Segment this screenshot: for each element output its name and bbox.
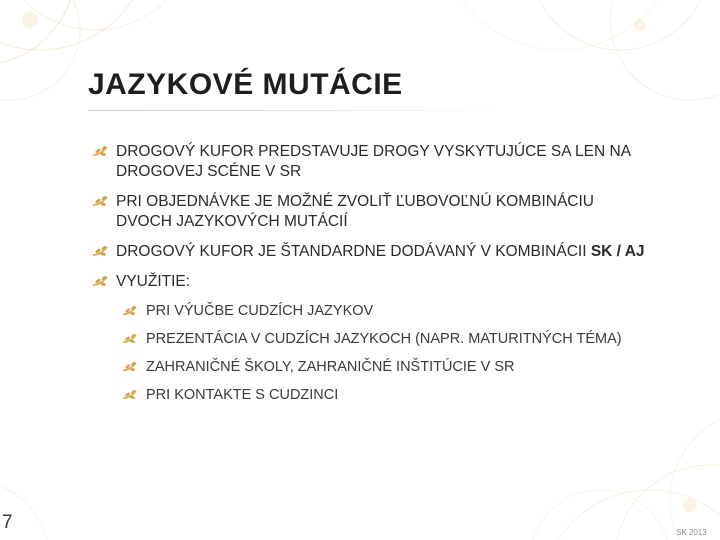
leaf-sprig-icon bbox=[92, 275, 110, 289]
bullet-item bbox=[92, 142, 652, 182]
sub-bullet-item bbox=[122, 302, 652, 321]
bullet-list bbox=[92, 142, 652, 414]
bullet-text-bold: SK / AJ bbox=[590, 243, 645, 260]
sub-bullet-item bbox=[122, 358, 652, 377]
leaf-sprig-icon bbox=[92, 245, 110, 259]
bullet-item bbox=[92, 242, 652, 262]
bullet-text: DROGOVÝ KUFOR JE ŠTANDARDNE DODÁVANÝ V KOMBINÁCII bbox=[116, 243, 591, 260]
leaf-sprig-icon bbox=[92, 195, 110, 209]
sub-bullet-text: PRI KONTAKTE S CUDZINCI bbox=[146, 387, 339, 403]
bullet-item bbox=[92, 272, 652, 292]
footer-text: SK 2013 bbox=[676, 528, 707, 537]
bullet-item bbox=[92, 192, 652, 232]
sub-bullet-text: ZAHRANIČNÉ ŠKOLY, ZAHRANIČNÉ INŠTITÚCIE V SR bbox=[146, 359, 515, 375]
bullet-text: DROGOVÝ KUFOR PREDSTAVUJE DROGY VYSKYTUJÚCE SA LEN NA DROGOVEJ SCÉNE V SR bbox=[116, 143, 631, 180]
leaf-sprig-icon bbox=[92, 145, 110, 159]
leaf-sprig-icon bbox=[122, 305, 139, 318]
slide-number: 7 bbox=[2, 512, 13, 533]
sub-bullet-text: PRI VÝUČBE CUDZÍCH JAZYKOV bbox=[146, 303, 374, 319]
leaf-sprig-icon bbox=[122, 333, 139, 346]
sub-bullet-text: PREZENTÁCIA V CUDZÍCH JAZYKOCH (NAPR. MATURITNÝCH TÉMA) bbox=[146, 331, 622, 347]
leaf-sprig-icon bbox=[122, 361, 139, 374]
sub-bullet-item bbox=[122, 330, 652, 349]
slide-title: JAZYKOVÉ MUTÁCIE bbox=[88, 68, 403, 101]
bullet-text: PRI OBJEDNÁVKE JE MOŽNÉ ZVOLIŤ ĽUBOVOĽNÚ KOMBINÁCIU DVOCH JAZYKOVÝCH MUTÁCIÍ bbox=[116, 193, 595, 230]
bullet-text: VYUŽITIE: bbox=[116, 273, 191, 290]
leaf-sprig-icon bbox=[122, 389, 139, 402]
sub-bullet-item bbox=[122, 386, 652, 405]
title-divider bbox=[88, 110, 508, 111]
